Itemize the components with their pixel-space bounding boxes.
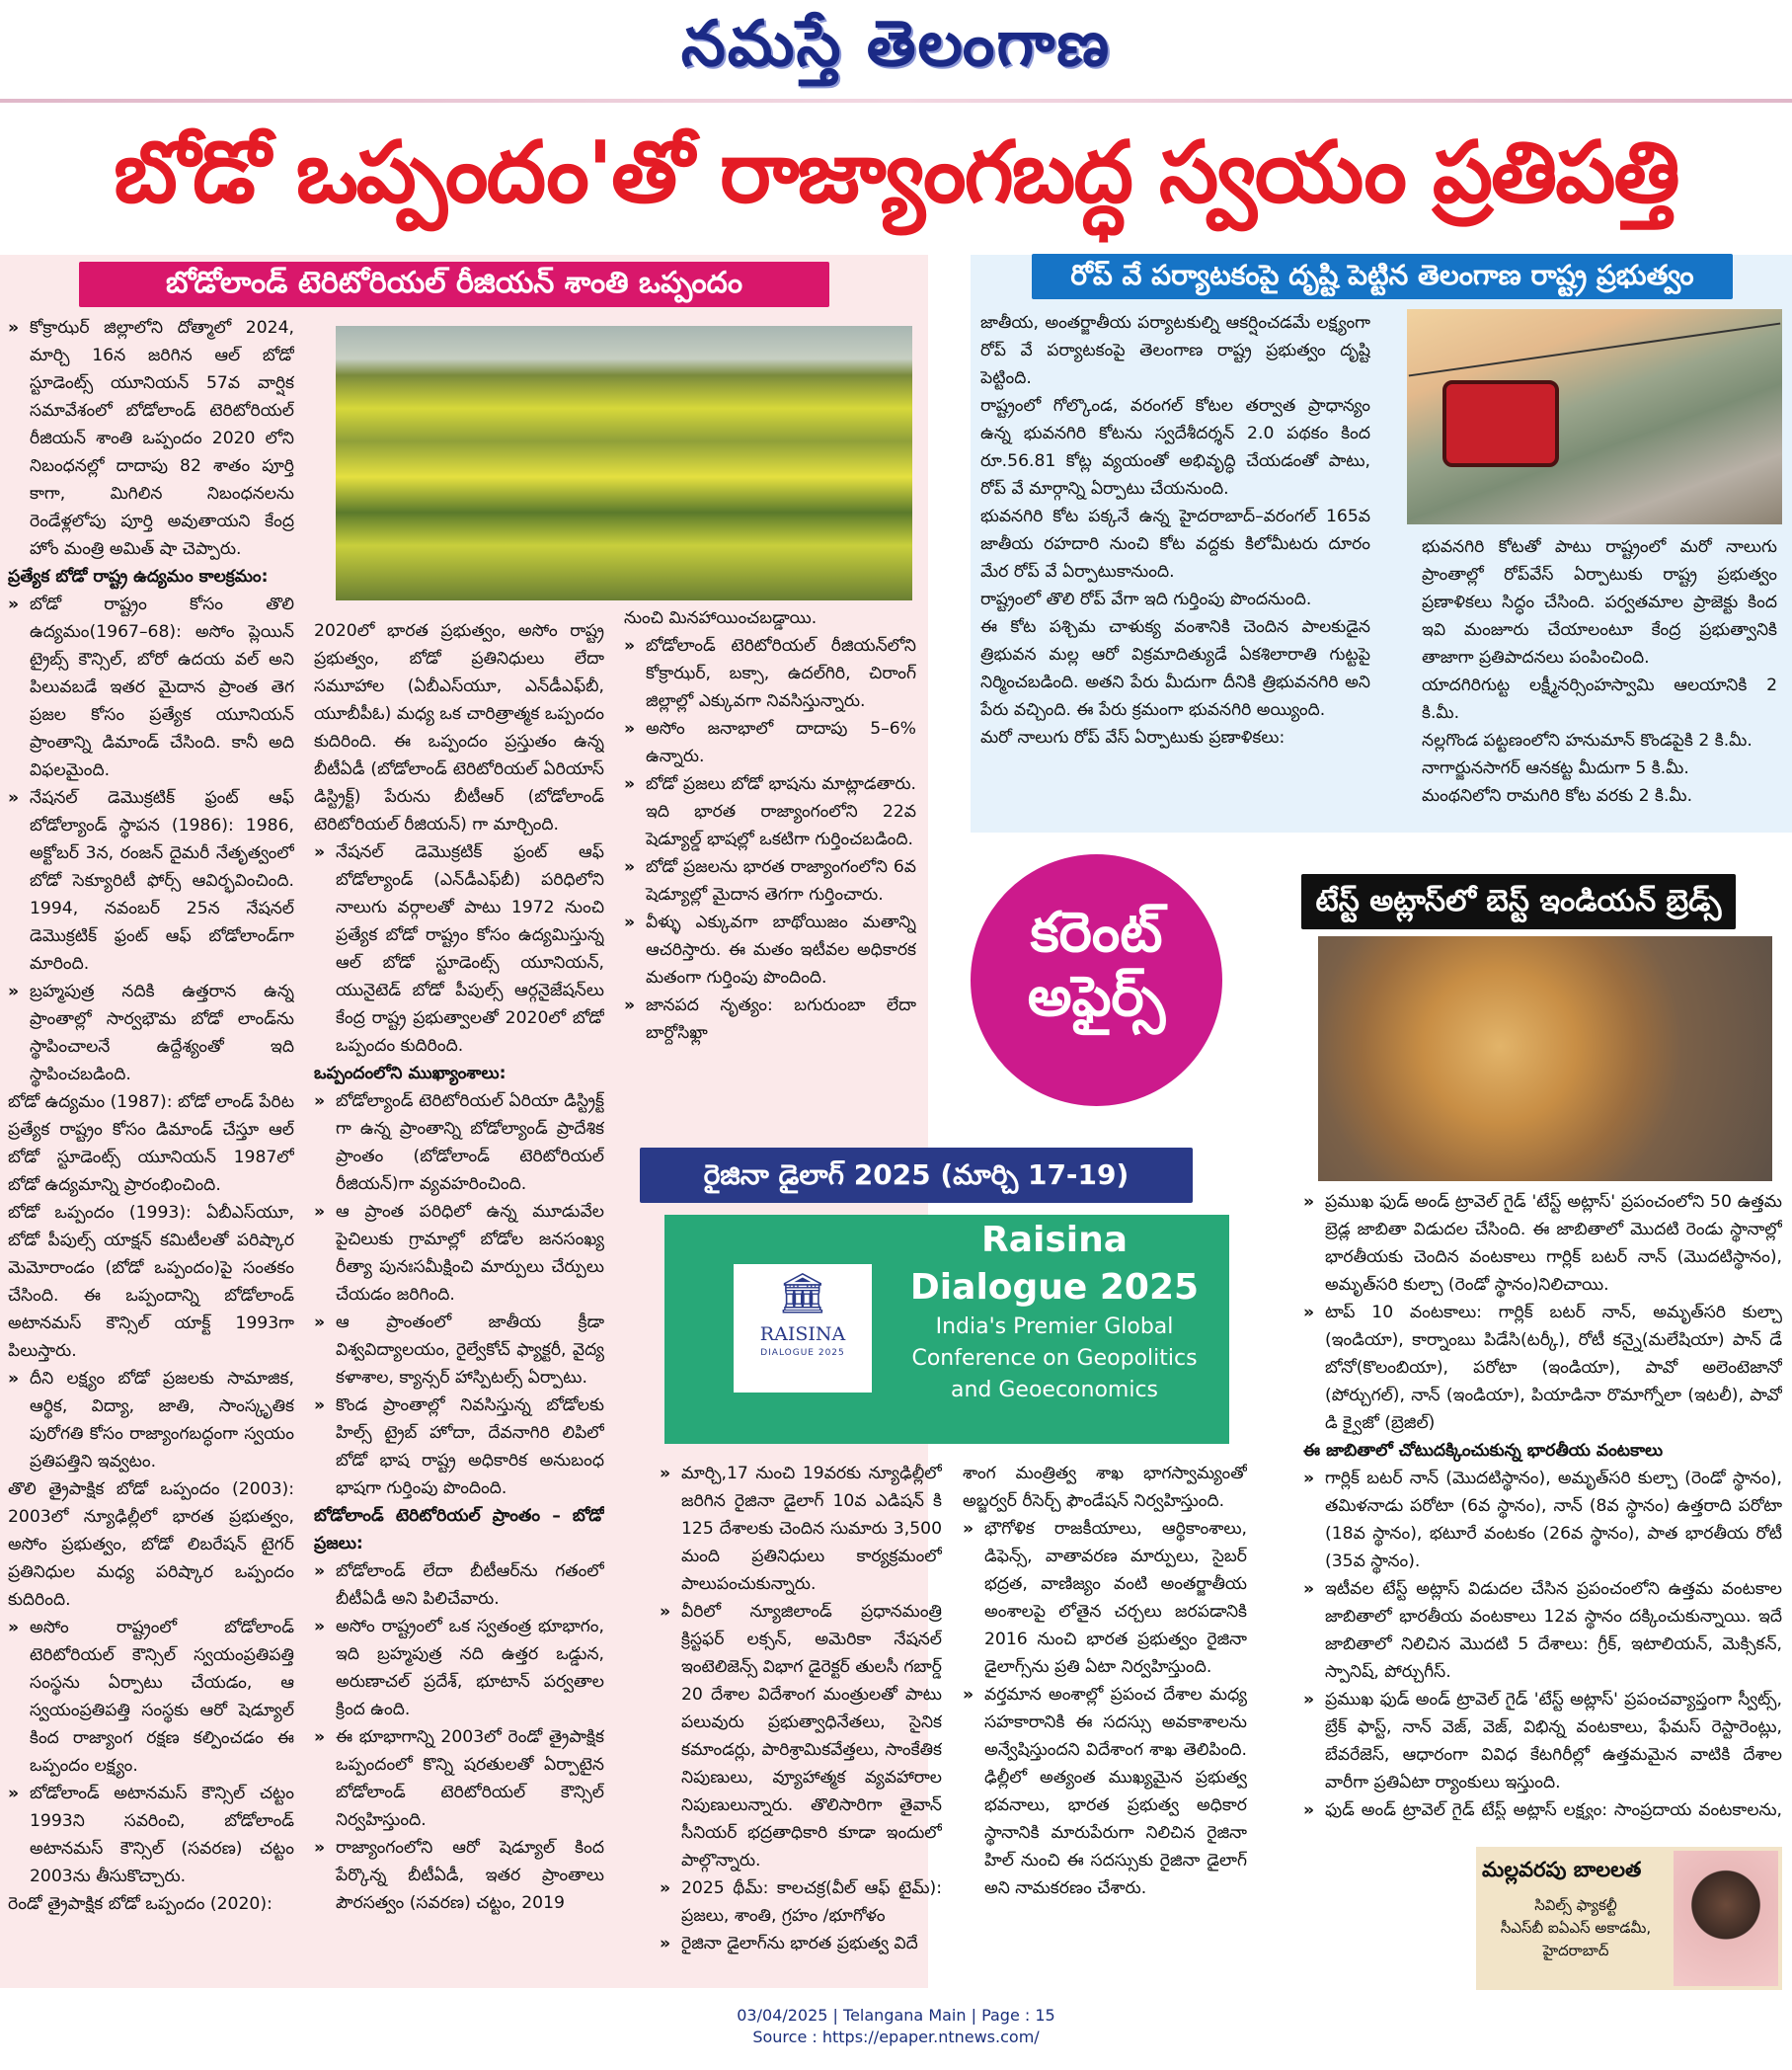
paragraph: » అసోం జనాభాలో దాదాపు 5–6% ఉన్నారు. bbox=[624, 715, 916, 770]
current-affairs-badge bbox=[971, 854, 1222, 1106]
author-credentials bbox=[1482, 1894, 1670, 1962]
building-icon: 🏛 bbox=[777, 1271, 828, 1316]
field-photo bbox=[336, 326, 912, 600]
current-affairs-line-2: అఫైర్స్ bbox=[1027, 965, 1166, 1029]
paragraph: » ఆ ప్రాంతంలో జాతీయ క్రీడా విశ్వవిద్యాలయం, రైల్వేకోచ్ ఫ్యాక్టరీ, వైద్య కళాశాల, క్యాన్సర్ హాస్పిటల్స్ ఏర్పాటు. bbox=[314, 1309, 604, 1392]
paragraph: » ప్రముఖ ఫుడ్ అండ్ ట్రావెల్ గైడ్ 'టేస్ట్ అట్లాస్' ప్రపంచంలోని 50 ఉత్తమ బ్రెడ్ల జాబితా విడుదల చేసింది. ఈ జాబితాలో మొదటి రెండు స్థానాల్లో భారతీయకు చెందిన వంటకాలు గార్లిక్ బటర్ నాన్ (మొదటిస్థానం), అమృత్‌సరి కుల్చా (రెండో స్థానం)నిలిచాయి. bbox=[1303, 1188, 1782, 1299]
paragraph: » బోడోలాండ్ అటానమస్ కౌన్సిల్ చట్టం 1993ని సవరించి, బోడోలాండ్ అటానమస్ కౌన్సిల్ (సవరణ) చట్టం 2003ను తీసుకొచ్చారు. bbox=[8, 1780, 294, 1890]
ropeway-section-title: రోప్ వే పర్యాటకంపై దృష్టి పెట్టిన తెలంగాణ రాష్ట్ర ప్రభుత్వం bbox=[1032, 254, 1733, 299]
subheading: ఈ జాబితాలో చోటుదక్కించుకున్న భారతీయ వంటకాలు bbox=[1303, 1441, 1664, 1461]
subheading: ఒప్పందంలోని ముఖ్యాంశాలు: bbox=[314, 1064, 506, 1083]
paragraph: » బోడోల్యాండ్ టెరిటోరియల్ ఏరియా డిస్ట్రిక్ట్ గా ఉన్న ప్రాంతాన్ని బోడోల్యాండ్ ప్రాదేశిక ప్రాంతం (బోడోలాండ్ టెరిటోరియల్ రీజియన్)గా వ్యవహరించింది. bbox=[314, 1087, 604, 1198]
paragraph: » రాజ్యాంగంలోని ఆరో షెడ్యూల్ కింద పేర్కొన్న బీటీఏడీ, ఇతర ప్రాంతాలు పౌరసత్వం (సవరణ) చట్టం, 2019 bbox=[314, 1834, 604, 1917]
paragraph: రెండో త్రైపాక్షిక బోడో ఒప్పందం (2020): bbox=[8, 1894, 273, 1914]
ropeway-photo bbox=[1407, 309, 1782, 524]
paragraph: ఈ కోట పశ్చిమ చాళుక్య వంశానికి చెందిన పాలకుడైన త్రిభువన మల్ల ఆరో విక్రమాదిత్యుడే ఏకశిలారాతి గుట్టపై నిర్మించబడింది. అతని పేరు మీదుగా దీనికి త్రిభువనగిరి అని పేరు వచ్చింది. ఈ పేరు క్రమంగా భువనగిరి అయ్యింది. bbox=[980, 617, 1370, 720]
taste-atlas-section-title: టేస్ట్ అట్లాస్‌లో బెస్ట్ ఇండియన్ బ్రెడ్స్ bbox=[1301, 874, 1736, 929]
author-box bbox=[1476, 1847, 1782, 1990]
paragraph: జాతీయ, అంతర్జాతీయ పర్యాటకుల్ని ఆకర్షించడమే లక్ష్యంగా రోప్ వే పర్యాటకంపై తెలంగాణ రాష్ట్ర ప్రభుత్వం దృష్టి పెట్టింది. bbox=[980, 313, 1370, 388]
paragraph: తొలి త్రైపాక్షిక బోడో ఒప్పందం (2003): 2003లో న్యూఢిల్లీలో భారత ప్రభుత్వం, అసోం ప్రభుత్వం, బోడో లిబరేషన్ టైగర్ ప్రతినిధుల మధ్య పరిష్కార ఒప్పందం కుదిరింది. bbox=[8, 1479, 294, 1610]
raisina-column-1 bbox=[660, 1460, 942, 1993]
paragraph: » భౌగోళిక రాజకీయాలు, ఆర్థికాంశాలు, డిఫెన్స్, వాతావరణ మార్పులు, సైబర్ భద్రత, వాణిజ్యం వంటి అంతర్జాతీయ అంశాలపై లోతైన చర్చలు జరపడానికి 2016 నుంచి భారత ప్రభుత్వం రైజినా డైలాగ్స్‌ను ప్రతి ఏటా నిర్వహిస్తుంది. bbox=[963, 1515, 1247, 1681]
author-role: సివిల్స్ ఫ్యాకల్టీ bbox=[1534, 1896, 1617, 1914]
page-footer bbox=[0, 2005, 1792, 2048]
ropeway-column-2 bbox=[1422, 533, 1777, 810]
paragraph: నాగార్జునసాగర్ ఆనకట్ట మీదుగా 5 కి.మీ. bbox=[1422, 758, 1689, 778]
paragraph: » వర్తమాన అంశాల్లో ప్రపంచ దేశాల మధ్య సహకారానికి ఈ సదస్సు అవకాశాలను అన్వేషిస్తుందని విదేశాంగ శాఖ తెలిపింది. ఢిల్లీలో అత్యంత ముఖ్యమైన ప్రభుత్వ భవనాలు, భారత ప్రభుత్వ అధికార స్థానానికి మారుపేరుగా నిలిచిన రైజినా హిల్ నుంచి ఈ సదస్సుకు రైజినా డైలాగ్ అని నామకరణం చేశారు. bbox=[963, 1681, 1247, 1902]
bodoland-column-3 bbox=[624, 604, 916, 1138]
paragraph: రాష్ట్రంలో తొలి రోప్ వేగా ఇది గుర్తింపు పొందనుంది. bbox=[980, 590, 1312, 609]
paragraph: నుంచి మినహాయించబడ్డాయి. bbox=[624, 608, 818, 628]
paragraph: » వీరిలో న్యూజిలాండ్ ప్రధానమంత్రి క్రిస్టఫర్ లక్సన్, అమెరికా నేషనల్ ఇంటెలిజెన్స్ విభాగ డైరెక్టర్ తులసీ గబార్డ్ 20 దేశాల విదేశాంగ మంత్రులతో పాటు పలువురు ప్రభుత్వాధినేతలు, సైనిక కమాండర్లు, పారిశ్రామికవేత్తలు, సాంకేతిక నిపుణులు, వ్యూహాత్మక వ్యవహారాల నిపుణులున్నారు. తొలిసారిగా తైవాన్ సీనియర్ భద్రతాధికారి కూడా ఇందులో పాల్గొన్నారు. bbox=[660, 1598, 942, 1874]
paragraph: మరో నాలుగు రోప్ వేస్ ఏర్పాటుకు ప్రణాళికలు: bbox=[980, 728, 1286, 748]
paragraph: » టాప్ 10 వంటకాలు: గార్లిక్ బటర్ నాన్, అమృత్‌సరి కుల్చా (ఇండియా), కార్నాంబు పిడేసి(టర్కీ), రోటీ కన్నై(మలేషియా) పాన్ డే బోనో(కొలంబియా), పరోటా (ఇండియా), పావో అలెంటెజానో (పోర్చుగల్), నాన్ (ఇండియా), పియాడినా రొమాగ్నోలా (ఇటలీ), పావో డి క్వైజో (బ్రెజిల్) bbox=[1303, 1299, 1782, 1437]
subheading: బోడోలాండ్ టెరిటోరియల్ ప్రాంతం – బోడో ప్రజలు: bbox=[314, 1506, 604, 1553]
paragraph: రాష్ట్రంలో గోల్కొండ, వరంగల్ కోటల తర్వాత ప్రాధాన్యం ఉన్న భువనగిరి కోటను స్వదేశీదర్శన్ 2.0 పథకం కింద రూ.56.81 కోట్ల వ్యయంతో అభివృద్ధి చేయడంతో పాటు, రోప్ వే మార్గాన్ని ఏర్పాటు చేయనుంది. bbox=[980, 396, 1370, 499]
paragraph: » ఫుడ్ అండ్ ట్రావెల్ గైడ్ టేస్ట్ అట్లాస్ లక్ష్యం: సాంప్రదాయ వంటకాలను, bbox=[1303, 1796, 1782, 1820]
author-org: సీఎస్‌బీ ఐఏఎస్ అకాడమీ, bbox=[1500, 1919, 1652, 1937]
page-headline: బోడో ఒప్పందం'తో రాజ్యాంగబద్ధ స్వయం ప్రతిపత్తి bbox=[114, 123, 1678, 222]
paragraph: శాంగ మంత్రిత్వ శాఖ భాగస్వామ్యంతో అబ్జర్వర్ రీసెర్చ్ ఫౌండేషన్ నిర్వహిస్తుంది. bbox=[963, 1464, 1247, 1511]
paragraph: యాదగిరిగుట్ట లక్ష్మీనర్సింహస్వామి ఆలయానికి 2 కి.మీ. bbox=[1422, 676, 1777, 723]
paragraph: » కోక్రాఝర్ జిల్లాలోని దోత్మాలో 2024, మార్చి 16న జరిగిన ఆల్ బోడో స్టూడెంట్స్ యూనియన్ 57వ వార్షిక సమావేశంలో బోడోలాండ్ టెరిటోరియల్ రీజియన్ శాంతి ఒప్పందం 2020 లోని నిబంధనల్లో దాదాపు 82 శాతం పూర్తి కాగా, మిగిలిన నిబంధనలను రెండేళ్లలోపు పూర్తి అవుతాయని కేంద్ర హోం మంత్రి అమిత్ షా చెప్పారు. bbox=[8, 314, 294, 563]
paragraph: » బోడో ప్రజలు బోడో భాషను మాట్లాడతారు. ఇది భారత రాజ్యాంగంలోని 22వ షెడ్యూల్డ్ భాషల్లో ఒకటిగా గుర్తించబడింది. bbox=[624, 770, 916, 853]
subheading: ప్రత్యేక బోడో రాష్ట్ర ఉద్యమం కాలక్రమం: bbox=[8, 567, 269, 587]
paragraph: » బోడోలాండ్ లేదా బీటీఆర్‌ను గతంలో బీటీఏడీ అని పిలిచేవారు. bbox=[314, 1557, 604, 1613]
paragraph: » కొండ ప్రాంతాల్లో నివసిస్తున్న బోడోలకు హిల్స్ ట్రైబ్ హోదా, దేవనాగిరి లిపిలో బోడో భాష రాష్ట్ర అధికారిక అనుబంధ భాషగా గుర్తింపు పొందింది. bbox=[314, 1392, 604, 1502]
gondola-icon bbox=[1442, 380, 1559, 467]
paragraph: » బోడో ప్రజలను భారత రాజ్యాంగంలోని 6వ షెడ్యూల్లో మైదాన తెగగా గుర్తించారు. bbox=[624, 853, 916, 909]
newspaper-logo: నమస్తే తెలంగాణ bbox=[680, 7, 1112, 81]
paragraph: » బోడోలాండ్ టెరిటోరియల్ రీజియన్‌లోని కోక్రాఝర్, బక్సా, ఉదల్‌గిరి, చిరాంగ్ జిల్లాల్లో ఎక్కువగా నివసిస్తున్నారు. bbox=[624, 632, 916, 715]
paragraph: » గార్లిక్ బటర్ నాన్ (మొదటిస్థానం), అమృత్‌సరి కుల్చా (రెండో స్థానం), తమిళనాడు పరోటా (6వ స్థానం), నాన్ (8వ స్థానం) ఉత్తరాది పరోటా (18వ స్థానం), భటూరే వంటకం (26వ స్థానం), పాత భారతీయ రోటీ (35వ స్థానం). bbox=[1303, 1465, 1782, 1575]
paragraph: » బ్రహ్మపుత్ర నదికి ఉత్తరాన ఉన్న ప్రాంతాల్లో సార్వభౌమ బోడో లాండ్‌ను స్థాపించాలనే ఉద్దేశ్యంతో ఇది స్థాపించబడింది. bbox=[8, 978, 294, 1088]
raisina-tagline-2: Conference on Geopolitics bbox=[911, 1346, 1198, 1371]
paragraph: » వీళ్ళు ఎక్కువగా బాథోయిజం మతాన్ని ఆచరిస్తారు. ఈ మతం ఇటీవల అధికారక మతంగా గుర్తింపు పొందింది. bbox=[624, 909, 916, 992]
paragraph: బోడో ఒప్పందం (1993): ఏబీఎస్‌యూ, బోడో పీపుల్స్ యాక్షన్ కమిటీలతో పరిష్కార మెమోరాండం (బోడో ఒప్పందం)పై సంతకం చేసింది. ఈ ఒప్పందాన్ని బోడోలాండ్ అటానమస్ కౌన్సిల్ యాక్ట్ 1993గా పిలుస్తారు. bbox=[8, 1203, 294, 1361]
paragraph: » నేషనల్ డెమొక్రటిక్ ఫ్రంట్ ఆఫ్ బోడోల్యాండ్ (ఎన్‌డీఎఫ్‌బీ) పరిధిలోని నాలుగు వర్గాలతో పాటు 1972 నుంచి ప్రత్యేక బోడో రాష్ట్రం కోసం ఉద్యమిస్తున్న ఆల్ బోడో స్టూడెంట్స్ యూనియన్, యునైటెడ్ బోడో పీపుల్స్ ఆర్గనైజేషన్‌లు కేంద్ర రాష్ట్ర ప్రభుత్వాలతో 2020లో బోడో ఒప్పందం కుదిరింది. bbox=[314, 838, 604, 1060]
paragraph: » అసోం రాష్ట్రంలో ఒక స్వతంత్ర భూభాగం, ఇది బ్రహ్మపుత్ర నది ఉత్తర ఒడ్డున, అరుణాచల్ ప్రదేశ్, భూటాన్ పర్వతాల క్రింద ఉంది. bbox=[314, 1613, 604, 1723]
raisina-tagline-1: India's Premier Global bbox=[935, 1314, 1174, 1339]
raisina-section-title: రైజినా డైలాగ్ 2025 (మార్చి 17-19) bbox=[640, 1148, 1193, 1203]
bread-photo bbox=[1318, 936, 1772, 1181]
paragraph: » అసోం రాష్ట్రంలో బోడోలాండ్ టెరిటోరియల్ కౌన్సిల్ స్వయంప్రతిపత్తి సంస్థను ఏర్పాటు చేయడం, ఆ స్వయంప్రతిపత్తి సంస్థకు ఆరో షెడ్యూల్ కింద రాజ్యాంగ రక్షణ కల్పించడం ఈ ఒప్పందం లక్ష్యం. bbox=[8, 1614, 294, 1780]
raisina-name-2: Dialogue 2025 bbox=[909, 1267, 1200, 1308]
paragraph: » మార్చి,17 నుంచి 19వరకు న్యూఢిల్లీలో జరిగిన రైజినా డైలాగ్ 10వ ఎడిషన్ కి 125 దేశాలకు చెందిన సుమారు 3,500 మంది ప్రతినిధులు కార్యక్రమంలో పాలుపంచుకున్నారు. bbox=[660, 1460, 942, 1598]
raisina-tagline-3: and Geoeconomics bbox=[950, 1378, 1159, 1402]
raisina-logo-sub: DIALOGUE 2025 bbox=[760, 1348, 845, 1358]
paragraph: » నేషనల్ డెమొక్రటిక్ ఫ్రంట్ ఆఫ్ బోడోల్యాండ్ స్థాపన (1986): 1986, అక్టోబర్ 3న, రంజన్ దైమరీ నేతృత్వంలో బోడో సెక్యూరిటీ ఫోర్స్ ఆవిర్భవించింది. 1994, నవంబర్ 25న నేషనల్ డెమొక్రటిక్ ఫ్రంట్ ఆఫ్ బోడోలాండ్‌గా మారింది. bbox=[8, 784, 294, 978]
paragraph: » ఇటీవల టేస్ట్ అట్లాస్ విడుదల చేసిన ప్రపంచంలోని ఉత్తమ వంటకాల జాబితాలో భారతీయ వంటకాలు 12వ స్థానం దక్కించుకున్నాయి. ఇదే జాబితాలో నిలిచిన మొదటి 5 దేశాలు: గ్రీక్, ఇటాలియన్, మెక్సికన్, స్పానిష్, పోర్చుగీస్. bbox=[1303, 1575, 1782, 1686]
raisina-column-2 bbox=[963, 1460, 1247, 1993]
taste-atlas-column-tail bbox=[1303, 1830, 1471, 1993]
paragraph: భువనగిరి కోట పక్కనే ఉన్న హైదరాబాద్–వరంగల్ 165వ జాతీయ రహదారి నుంచి కోట వద్దకు కిలోమీటరు దూరం మేర రోప్ వే ఏర్పాటుకానుంది. bbox=[980, 507, 1370, 582]
paragraph: నల్లగొండ పట్టణంలోని హనుమాన్ కొండపైకి 2 కి.మీ. bbox=[1422, 731, 1753, 751]
paragraph: » 2025 థీమ్: కాలచక్ర(వీల్ ఆఫ్ టైమ్): ప్రజలు, శాంతి, గ్రహం /భూగోళం bbox=[660, 1874, 942, 1930]
taste-atlas-column bbox=[1303, 1188, 1782, 1820]
paragraph: » ఆ ప్రాంత పరిధిలో ఉన్న మూడువేల పైచిలుకు గ్రామాల్లో బోడోల జనసంఖ్య రీత్యా పునఃసమీక్షించి మార్పులు చేర్పులు చేయడం జరిగింది. bbox=[314, 1198, 604, 1309]
bodoland-column-2 bbox=[314, 617, 604, 1990]
masthead-divider bbox=[0, 99, 1792, 103]
ropeway-column-1 bbox=[980, 309, 1370, 803]
raisina-logo-word: RAISINA bbox=[759, 1323, 846, 1345]
author-city: హైదరాబాద్ bbox=[1542, 1942, 1609, 1959]
raisina-banner bbox=[664, 1215, 1229, 1444]
paragraph: » జానపద నృత్యం: బగురుంబా లేదా బార్దోసిఖ్లా bbox=[624, 992, 916, 1047]
footer-source: Source : https://epaper.ntnews.com/ bbox=[752, 2028, 1040, 2046]
paragraph: » రైజినా డైలాగ్‌ను భారత ప్రభుత్వ విదే bbox=[660, 1930, 942, 1957]
paragraph: » ఈ భూభాగాన్ని 2003లో రెండో త్రైపాక్షిక ఒప్పందంలో కొన్ని షరతులతో ఏర్పాటైన బోడోలాండ్ టెరిటోరియల్ కౌన్సిల్ నిర్వహిస్తుంది. bbox=[314, 1723, 604, 1834]
paragraph: మంథనిలోని రామగిరి కోట వరకు 2 కి.మీ. bbox=[1422, 786, 1693, 806]
paragraph: బోడో ఉద్యమం (1987): బోడో లాండ్ పేరిట ప్రత్యేక రాష్ట్రం కోసం డిమాండ్ చేస్తూ ఆల్ బోడో స్టూడెంట్స్ యూనియన్ 1987లో బోడో ఉద్యమాన్ని ప్రారంభించింది. bbox=[8, 1092, 294, 1195]
paragraph: » దీని లక్ష్యం బోడో ప్రజలకు సామాజిక, ఆర్థిక, విద్యా, జాతి, సాంస్కృతిక పురోగతి కోసం రాజ్యాంగబద్ధంగా స్వయం ప్రతిపత్తిని ఇవ్వటం. bbox=[8, 1365, 294, 1475]
raisina-banner-text bbox=[882, 1217, 1227, 1406]
paragraph: » ప్రముఖ ఫుడ్ అండ్ ట్రావెల్ గైడ్ 'టేస్ట్ అట్లాస్' ప్రపంచవ్యాప్తంగా స్వీట్స్, బ్రేక్ ఫాస్ట్, నాన్ వెజ్, వెజ్, విభిన్న వంటకాలు, ఫేమస్ రెస్టారెంట్లు, బేవరేజెస్, ఆధారంగా వివిధ కేటగిరీల్లో ఉత్తమమైన వాటికి దేశాల వారీగా ప్రతిఏటా ర్యాంకులు ఇస్తుంది. bbox=[1303, 1686, 1782, 1796]
bodoland-section-title: బోడోలాండ్ టెరిటోరియల్ రీజియన్ శాంతి ఒప్పందం bbox=[79, 262, 829, 307]
cable-line bbox=[1409, 323, 1781, 377]
raisina-name-1: Raisina bbox=[980, 1220, 1129, 1260]
raisina-logo bbox=[734, 1264, 872, 1393]
masthead bbox=[0, 0, 1792, 99]
paragraph: 2020లో భారత ప్రభుత్వం, అసోం రాష్ట్ర ప్రభుత్వం, బోడో ప్రతినిధులు లేదా సమూహాల (ఏబీఎస్‌యూ, ఎన్‌డీఎఫ్‌బీ, యూబీపీఓ) మధ్య ఒక చారిత్రాత్మక ఒప్పందం కుదిరింది. ఈ ఒప్పందం ప్రస్తుతం ఉన్న బీటీఏడీ (బోడోలాండ్ టెరిటోరియల్ ఏరియాస్ డిస్ట్రిక్ట్) పేరును బీటీఆర్ (బోడోలాండ్ టెరిటోరియల్ రీజియన్) గా మార్చింది. bbox=[314, 621, 604, 835]
author-name: మల్లవరపు బాలలత bbox=[1482, 1858, 1642, 1881]
footer-date-page: 03/04/2025 | Telangana Main | Page : 15 bbox=[737, 2006, 1055, 2025]
current-affairs-line-1: కరెంట్ bbox=[1030, 901, 1163, 965]
bodoland-column-1 bbox=[8, 314, 294, 1993]
paragraph: భువనగిరి కోటతో పాటు రాష్ట్రంలో మరో నాలుగు ప్రాంతాల్లో రోప్‌వేస్ ఏర్పాటుకు రాష్ట్ర ప్రభుత్వం ప్రణాళికలు సిద్ధం చేసింది. పర్వతమాల ప్రాజెక్టు కింద ఇవి మంజూరు చేయాలంటూ కేంద్ర ప్రభుత్వానికి తాజాగా ప్రతిపాదనలు పంపించింది. bbox=[1422, 537, 1777, 668]
paragraph: » బోడో రాష్ట్రం కోసం తొలి ఉద్యమం(1967–68): అసోం ప్లెయిన్ ట్రైబ్స్ కౌన్సిల్, బోరో ఉదయ వల్ అని పిలువబడే ఇతర మైదాన ప్రాంత తెగ ప్రజల కోసం ప్రత్యేక యూనియన్ ప్రాంతాన్ని డిమాండ్ చేసింది. కానీ అది విఫలమైంది. bbox=[8, 591, 294, 784]
author-portrait bbox=[1674, 1851, 1778, 1986]
